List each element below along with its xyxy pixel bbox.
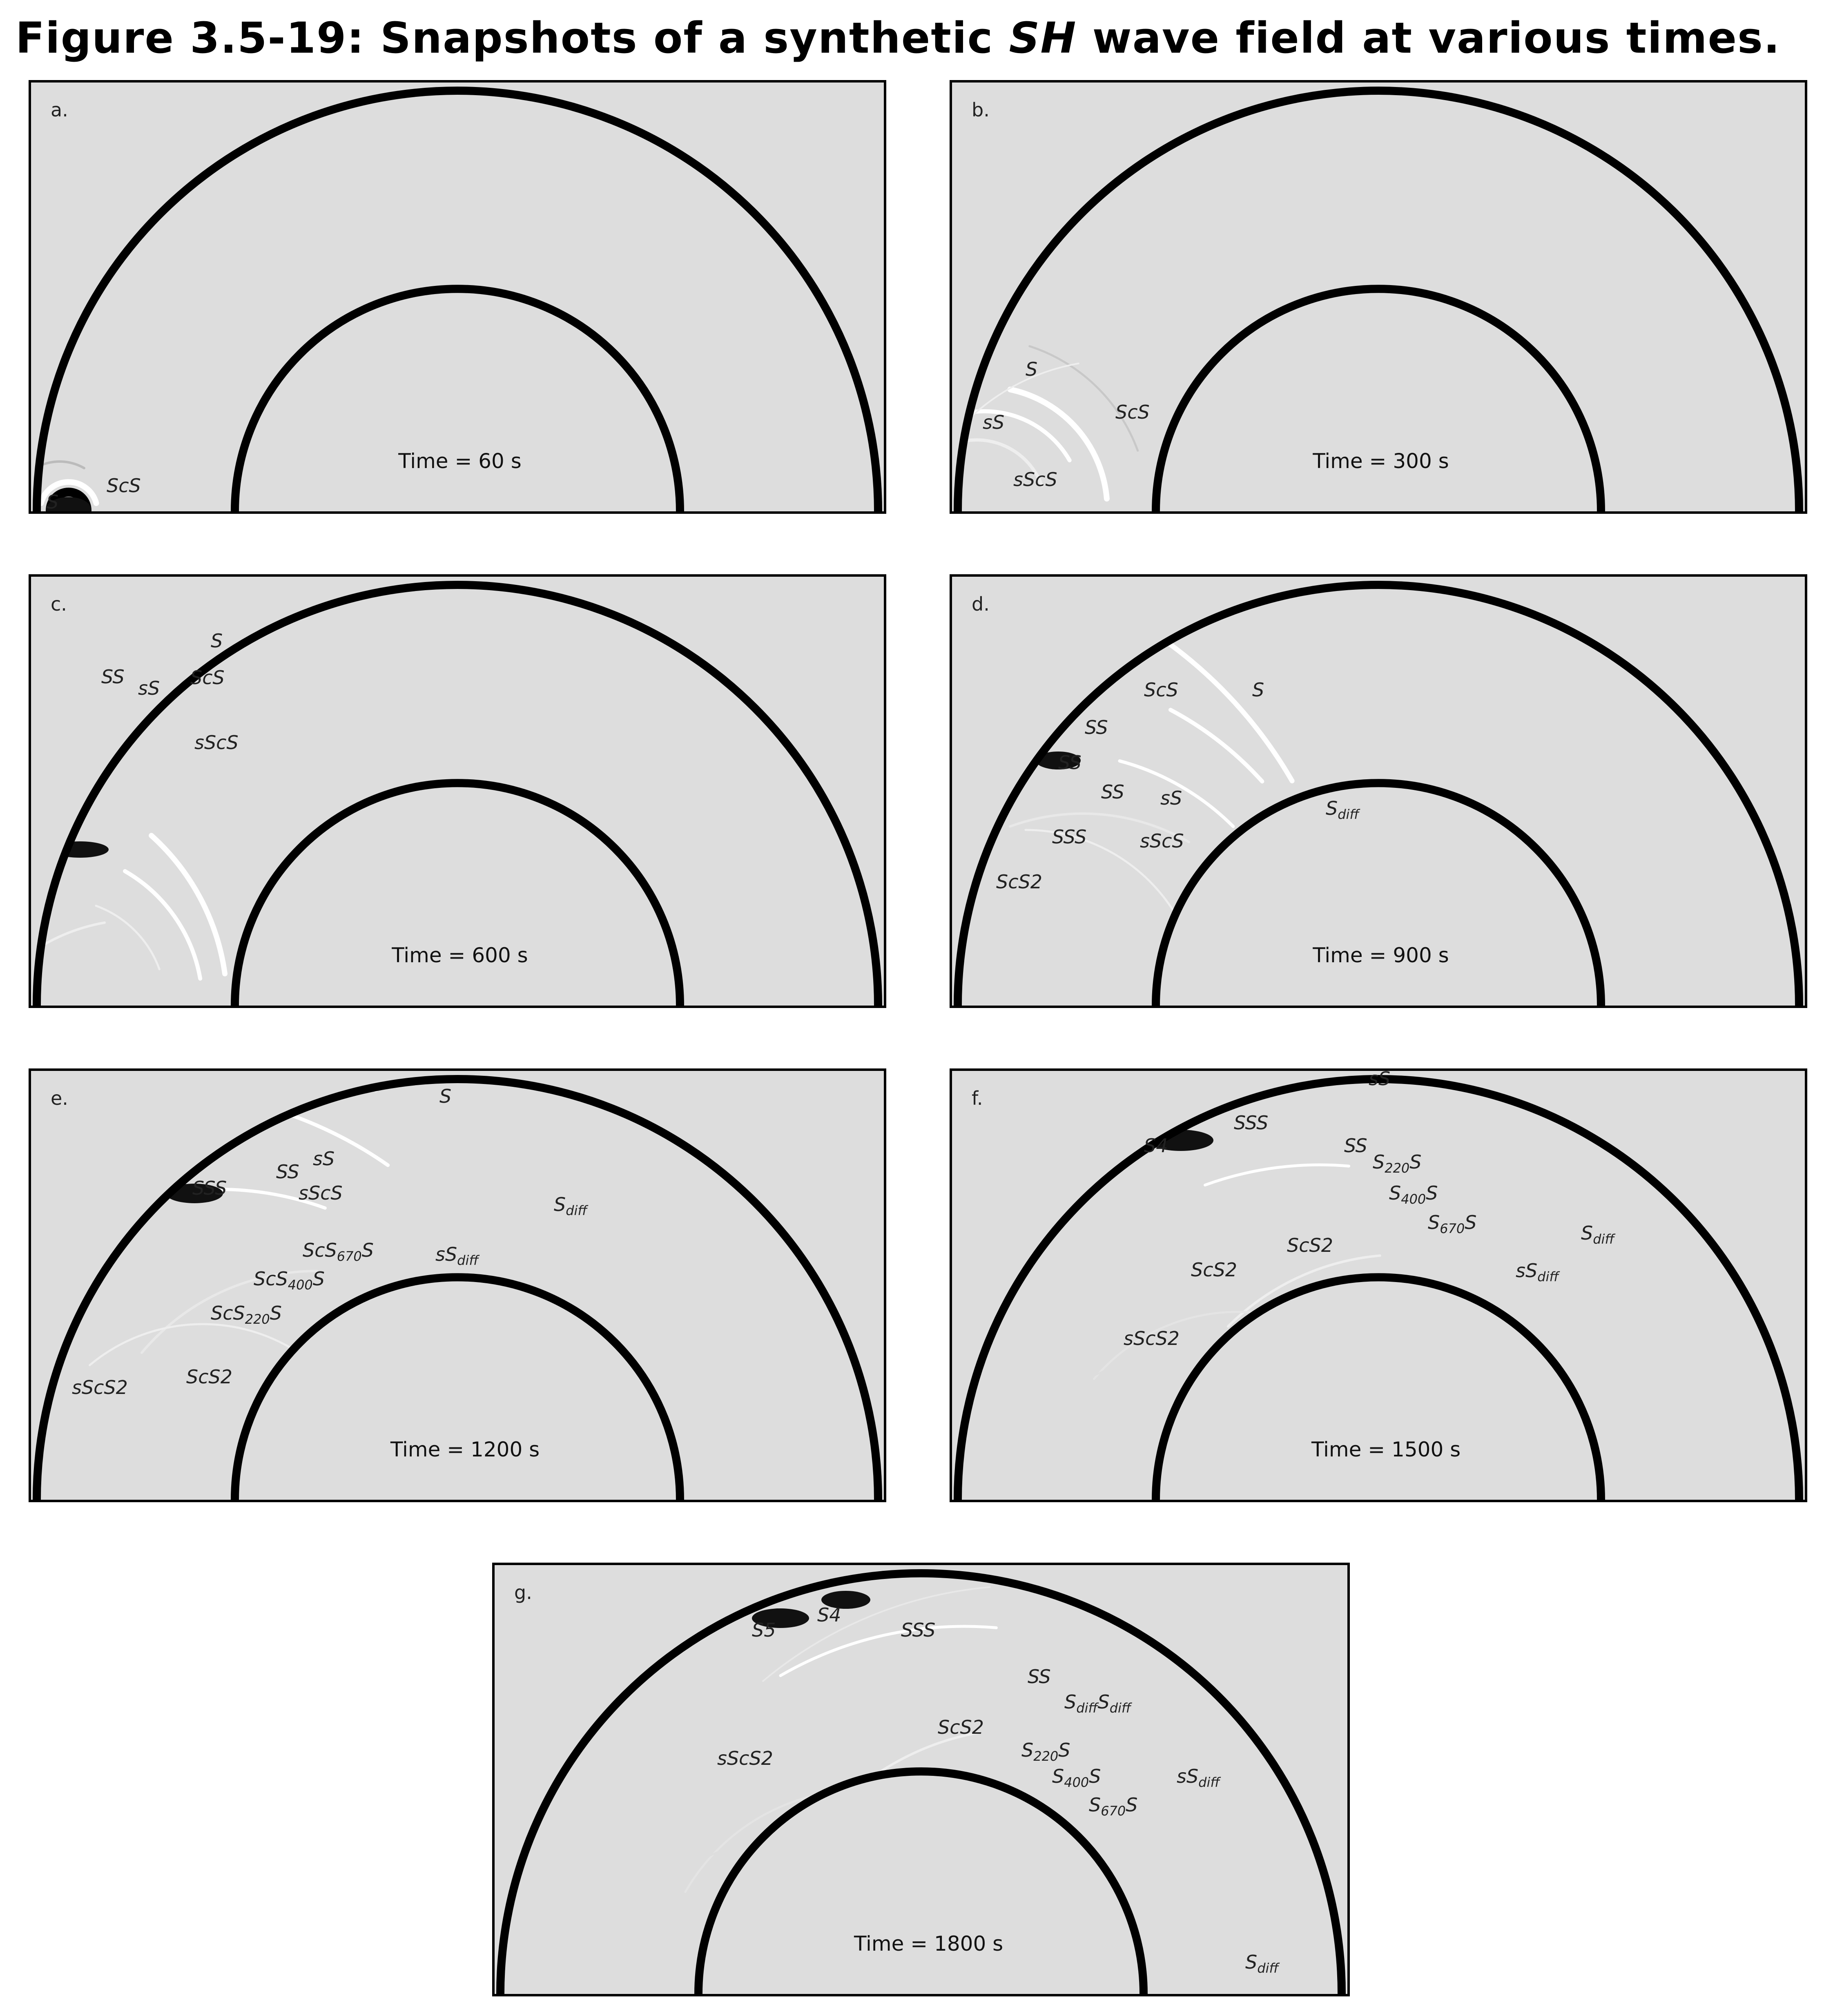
phase-label: SS	[1028, 1666, 1051, 1688]
phase-label: SSS	[192, 1177, 227, 1199]
time-label: Time = 1500 s	[1311, 1438, 1461, 1461]
core-mantle-boundary-arc	[1156, 1277, 1601, 1500]
earth-cross-section	[952, 83, 1805, 511]
phase-label: ScS$_{220}$S	[211, 1302, 282, 1327]
phase-label: $S_{diff}S_{diff}$	[1064, 1691, 1131, 1716]
phase-label: $S_{220}S$	[1021, 1739, 1070, 1764]
figure-title-italic: SH	[1009, 13, 1077, 63]
phase-label: $S_{670}S$	[1428, 1211, 1477, 1237]
earth-surface-arc	[37, 585, 878, 1006]
time-label: Time = 1200 s	[390, 1438, 540, 1461]
phase-label: sS	[983, 411, 1005, 433]
panel-letter: g.	[514, 1581, 532, 1603]
core-mantle-boundary-arc	[235, 1277, 680, 1500]
phase-label: $S_{670}S$	[1089, 1794, 1138, 1819]
phase-label: SSS	[1052, 826, 1087, 848]
time-label: Time = 600 s	[392, 943, 528, 967]
phase-label: S4	[1144, 1135, 1168, 1157]
earth-cross-section	[952, 577, 1805, 1006]
panel-letter: b.	[972, 99, 990, 121]
snapshot-panel-c	[29, 574, 886, 1008]
wave-crest	[51, 841, 109, 858]
panel-letter: e.	[51, 1087, 68, 1109]
earth-cross-section	[31, 577, 884, 1006]
phase-label: SS	[1344, 1135, 1367, 1157]
phase-label: sScS2	[72, 1376, 128, 1398]
core-mantle-boundary-arc	[698, 1771, 1144, 1994]
figure-title	[16, 11, 1780, 65]
phase-label: ScS2	[938, 1716, 984, 1738]
snapshot-panel-b	[950, 80, 1807, 514]
panel-letter: a.	[51, 99, 68, 121]
earth-cross-section	[31, 83, 884, 511]
earth-surface-arc	[958, 1079, 1799, 1500]
core-mantle-boundary-arc	[1156, 289, 1601, 511]
phase-label: S	[211, 630, 223, 652]
core-mantle-boundary-arc	[235, 289, 680, 511]
phase-label: SS	[101, 666, 125, 688]
phase-label: sScS	[299, 1182, 343, 1204]
phase-label: SS	[276, 1161, 299, 1183]
snapshot-panel-g	[492, 1563, 1350, 1996]
time-label: Time = 60 s	[398, 449, 522, 473]
earth-cross-section	[952, 1071, 1805, 1500]
phase-label: ScS2	[1287, 1234, 1333, 1256]
wavefront	[635, 1839, 915, 1941]
wavefront	[780, 1626, 996, 1676]
phase-label: SS	[1058, 752, 1082, 774]
wavefront	[96, 906, 159, 969]
phase-label: ScS2	[186, 1366, 232, 1388]
phase-label: sS	[1160, 787, 1182, 809]
phase-label: SSS	[901, 1619, 936, 1641]
earth-surface-arc	[37, 91, 878, 511]
time-label: Time = 1800 s	[854, 1932, 1003, 1956]
phase-label: $sS_{diff}$	[1177, 1765, 1220, 1791]
phase-label: S5	[752, 1619, 776, 1641]
phase-label: sScS2	[717, 1747, 773, 1769]
phase-label: $S_{diff}$	[1326, 797, 1359, 823]
wavefront	[1205, 1165, 1349, 1185]
earth-cross-section	[31, 1071, 884, 1500]
earth-surface-arc	[37, 1079, 878, 1500]
phase-label: S	[1252, 679, 1264, 701]
wavefront	[1161, 638, 1292, 781]
phase-label: ScS	[1115, 401, 1150, 423]
phase-label: $S_{400}S$	[1052, 1765, 1101, 1791]
phase-label: S	[1026, 358, 1038, 380]
figure-title-prefix: Figure 3.5-19: Snapshots of a synthetic	[16, 13, 1009, 63]
phase-label: $sS_{diff}$	[1516, 1260, 1559, 1285]
wavefront	[152, 836, 225, 974]
phase-label: S	[47, 491, 59, 513]
phase-label: sS	[1369, 1068, 1391, 1090]
phase-label: sScS2	[1124, 1327, 1180, 1349]
wavefront	[685, 1790, 1039, 1892]
phase-label: ScS2	[1191, 1259, 1237, 1281]
phase-label: ScS	[107, 475, 141, 497]
earth-surface-arc	[958, 91, 1799, 511]
earth-surface-arc	[958, 585, 1799, 1006]
phase-label: ScS2	[996, 871, 1042, 893]
wavefront	[1019, 905, 1097, 971]
wavefront	[1036, 1361, 1277, 1430]
snapshot-panel-a	[29, 80, 886, 514]
phase-label: SS	[1085, 716, 1108, 738]
phase-label: $S_{diff}$	[1581, 1222, 1614, 1247]
phase-label: sS	[138, 677, 160, 699]
panel-letter: c.	[51, 593, 67, 615]
core-mantle-boundary-arc	[235, 783, 680, 1006]
phase-label: SS	[1101, 781, 1124, 803]
phase-label: sScS	[1140, 830, 1184, 852]
snapshot-panel-e	[29, 1068, 886, 1502]
snapshot-panel-f	[950, 1068, 1807, 1502]
phase-label: $S_{diff}$	[1245, 1951, 1279, 1976]
phase-label: sScS	[194, 731, 239, 754]
phase-label: ScS	[1144, 679, 1178, 701]
time-label: Time = 300 s	[1313, 449, 1449, 473]
time-label: Time = 900 s	[1313, 943, 1449, 967]
phase-label: ScS$_{670}$S	[303, 1239, 374, 1264]
wavefront	[125, 871, 200, 979]
phase-label: $S_{400}S$	[1389, 1182, 1438, 1207]
phase-label: ScS	[190, 667, 225, 689]
phase-label: S4	[817, 1604, 841, 1626]
phase-label: $S_{220}S$	[1373, 1151, 1422, 1176]
phase-label: S	[439, 1085, 452, 1107]
phase-label: $sS_{diff}$	[435, 1243, 479, 1269]
phase-label: ScS$_{400}$S	[254, 1268, 325, 1293]
figure-title-suffix: wave field at various times.	[1077, 13, 1781, 63]
phase-label: $S_{diff}$	[554, 1193, 587, 1219]
phase-label: sS	[313, 1148, 335, 1170]
panel-letter: f.	[972, 1087, 983, 1109]
phase-label: sScS	[1013, 468, 1057, 491]
panel-letter: d.	[972, 593, 990, 615]
snapshot-panel-d	[950, 574, 1807, 1008]
phase-label: SSS	[1234, 1112, 1269, 1134]
